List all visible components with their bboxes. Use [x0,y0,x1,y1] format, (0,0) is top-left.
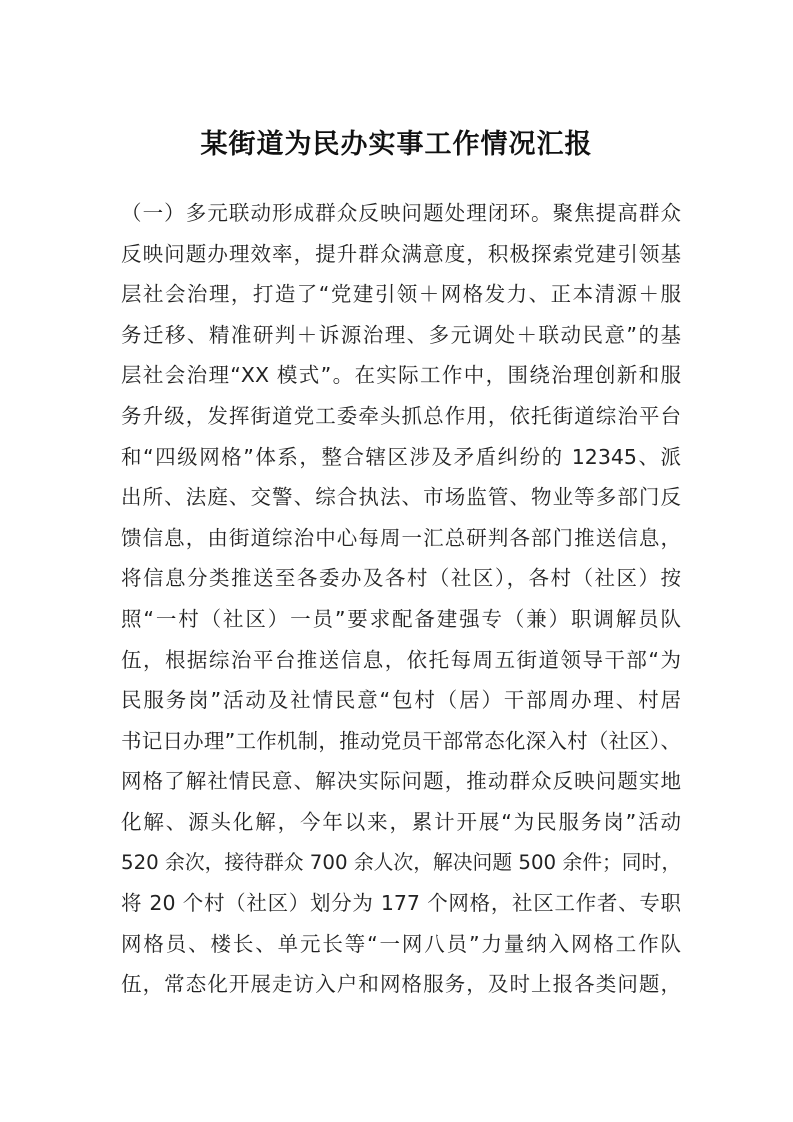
body-line: 网格员、楼长、单元长等“一网八员”力量纳入网格工作队 [121,931,681,956]
body-line: 伍，常态化开展走访入户和网格服务，及时上报各类问题， [121,972,681,997]
body-line: 和“四级网格”体系，整合辖区涉及矛盾纠纷的 12345、派 [121,444,681,469]
document-title: 某街道为民办实事工作情况汇报 [200,129,593,160]
body-line: 层社会治理“XX 模式”。在实际工作中，围绕治理创新和服 [121,363,681,388]
body-line: 反映问题办理效率，提升群众满意度，积极探索党建引领基 [121,241,681,266]
body-line: 出所、法庭、交警、综合执法、市场监管、物业等多部门反 [121,485,681,510]
body-line: 民服务岗”活动及社情民意“包村（居）干部周办理、村居 [121,688,681,713]
body-line: 务升级，发挥街道党工委牵头抓总作用，依托街道综治平台 [121,403,681,428]
body-line: 将 20 个村（社区）划分为 177 个网格，社区工作者、专职 [121,891,681,916]
body-line: 照“一村（社区）一员”要求配备建强专（兼）职调解员队 [121,606,681,631]
body-line: 伍，根据综治平台推送信息，依托每周五街道领导干部“为 [121,647,681,672]
body-line: 将信息分类推送至各委办及各村（社区），各村（社区）按 [121,566,681,591]
body-line: 520 余次，接待群众 700 余人次，解决问题 500 余件；同时， [121,850,682,874]
body-line: （一）多元联动形成群众反映问题处理闭环。聚焦提高群众 [121,201,681,225]
document-body [121,193,681,1005]
body-line: 网格了解社情民意、解决实际问题，推动群众反映问题实地 [121,769,681,794]
body-line: 书记日办理”工作机制，推动党员干部常态化深入村（社区）、 [121,728,681,753]
body-line: 层社会治理，打造了“党建引领＋网格发力、正本清源＋服 [121,282,681,307]
body-line: 化解、源头化解，今年以来，累计开展“为民服务岗”活动 [121,809,681,834]
body-line: 馈信息，由街道综治中心每周一汇总研判各部门推送信息， [121,525,681,550]
body-line: 务迁移、精准研判＋诉源治理、多元调处＋联动民意”的基 [121,322,681,347]
